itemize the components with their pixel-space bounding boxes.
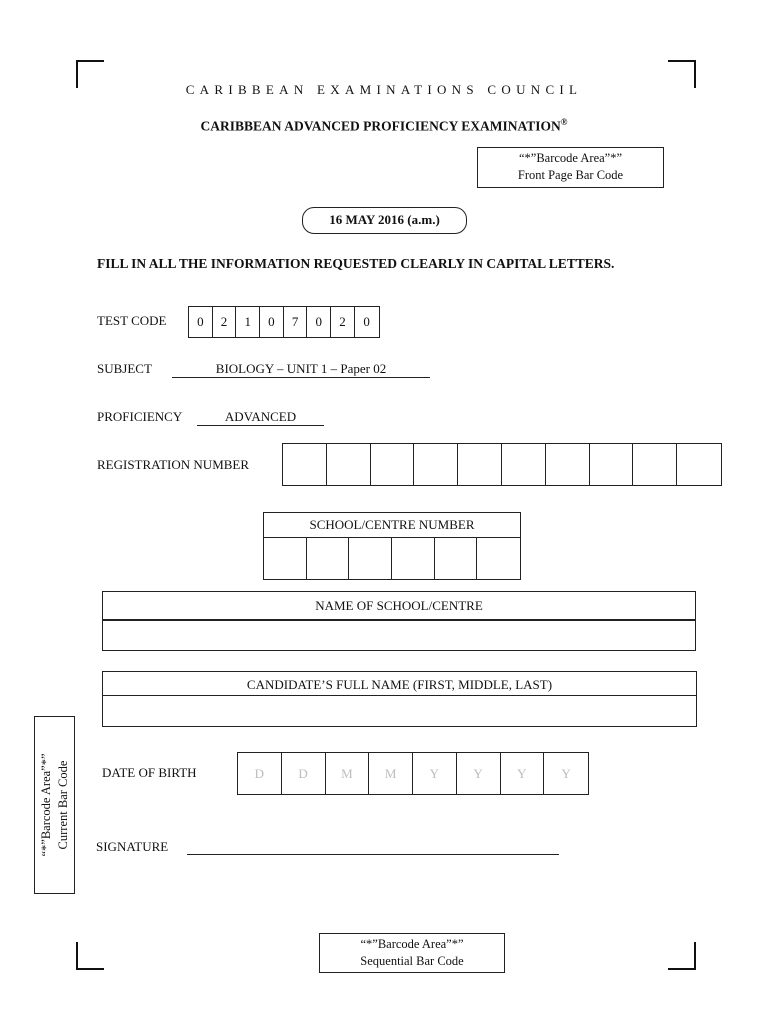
registration-digit-box[interactable] bbox=[414, 444, 458, 485]
registration-number-label: REGISTRATION NUMBER bbox=[97, 457, 250, 472]
dob-month-box[interactable]: M bbox=[369, 753, 413, 794]
registration-digit-box[interactable] bbox=[327, 444, 371, 485]
instruction-text: FILL IN ALL THE INFORMATION REQUESTED CLEARLY IN CAPITAL LETTERS. bbox=[97, 256, 615, 271]
school-centre-number-boxes[interactable] bbox=[263, 537, 521, 580]
registration-digit-box[interactable] bbox=[590, 444, 634, 485]
dob-year-box[interactable]: Y bbox=[561, 766, 571, 781]
test-code-digit: 2 bbox=[331, 307, 355, 337]
signature-line[interactable] bbox=[187, 853, 559, 855]
date-of-birth-label: DATE OF BIRTH bbox=[102, 765, 197, 780]
candidate-name-field[interactable] bbox=[102, 695, 697, 727]
registration-number-boxes[interactable] bbox=[282, 443, 722, 486]
dob-year-box[interactable]: Y bbox=[457, 753, 501, 794]
school-centre-digit-box[interactable] bbox=[477, 538, 520, 579]
registration-digit-box[interactable] bbox=[458, 444, 502, 485]
school-centre-number-label: SCHOOL/CENTRE NUMBER bbox=[263, 512, 521, 537]
crop-mark-bottom-right bbox=[668, 942, 696, 970]
current-barcode-area bbox=[34, 716, 75, 894]
candidate-name-label: CANDIDATE’S FULL NAME (FIRST, MIDDLE, LAST) bbox=[102, 671, 697, 696]
exam-title-text: CARIBBEAN ADVANCED PROFICIENCY EXAMINATION bbox=[200, 118, 561, 134]
barcode-area-label: “*”Barcode Area”*” bbox=[518, 151, 623, 165]
dob-day-box[interactable]: D bbox=[238, 753, 282, 794]
council-title: CARIBBEAN EXAMINATIONS COUNCIL bbox=[185, 82, 583, 97]
barcode-area-label: “*”Barcode Area”*” bbox=[360, 937, 464, 951]
registration-digit-box[interactable] bbox=[502, 444, 546, 485]
dob-month-box[interactable]: M bbox=[326, 753, 370, 794]
registration-digit-box[interactable] bbox=[283, 444, 327, 485]
date-of-birth-boxes[interactable] bbox=[237, 752, 589, 795]
test-code-digit: 0 bbox=[260, 307, 284, 337]
subject-value: BIOLOGY – UNIT 1 – Paper 02 bbox=[172, 361, 430, 378]
registered-mark: ® bbox=[560, 117, 568, 127]
registration-digit-box[interactable] bbox=[371, 444, 415, 485]
registration-digit-box[interactable] bbox=[633, 444, 677, 485]
barcode-caption: Front Page Bar Code bbox=[517, 168, 624, 182]
test-code-label: TEST CODE bbox=[97, 313, 167, 328]
current-barcode-text bbox=[38, 716, 72, 894]
test-code-digit: 7 bbox=[284, 307, 308, 337]
school-centre-digit-box[interactable] bbox=[435, 538, 478, 579]
test-code-boxes bbox=[188, 306, 380, 338]
exam-title bbox=[0, 117, 768, 135]
school-centre-digit-box[interactable] bbox=[307, 538, 350, 579]
barcode-caption: Sequential Bar Code bbox=[360, 954, 464, 968]
test-code-digit: 1 bbox=[236, 307, 260, 337]
crop-mark-bottom-left bbox=[76, 942, 104, 970]
school-name-field[interactable] bbox=[102, 620, 696, 651]
exam-date-badge: 16 MAY 2016 (a.m.) bbox=[302, 207, 467, 234]
school-centre-digit-box[interactable] bbox=[349, 538, 392, 579]
test-code-digit: 0 bbox=[189, 307, 213, 337]
test-code-digit: 0 bbox=[363, 314, 370, 329]
barcode-area-label: “*”Barcode Area”*” bbox=[38, 753, 53, 857]
dob-day-box[interactable]: D bbox=[282, 753, 326, 794]
school-centre-digit-box[interactable] bbox=[264, 538, 307, 579]
school-name-label: NAME OF SCHOOL/CENTRE bbox=[102, 591, 696, 620]
registration-digit-box[interactable] bbox=[546, 444, 590, 485]
dob-year-box[interactable]: Y bbox=[501, 753, 545, 794]
front-page-barcode-area bbox=[477, 147, 664, 188]
sequential-barcode-area bbox=[319, 933, 505, 973]
test-code-digit: 0 bbox=[307, 307, 331, 337]
proficiency-value: ADVANCED bbox=[197, 409, 324, 426]
proficiency-label: PROFICIENCY bbox=[97, 409, 183, 424]
subject-label: SUBJECT bbox=[97, 361, 152, 376]
test-code-digit: 2 bbox=[213, 307, 237, 337]
school-centre-digit-box[interactable] bbox=[392, 538, 435, 579]
signature-label: SIGNATURE bbox=[96, 839, 169, 854]
dob-year-box[interactable]: Y bbox=[413, 753, 457, 794]
barcode-caption: Current Bar Code bbox=[55, 760, 70, 850]
registration-digit-box[interactable] bbox=[677, 444, 721, 485]
